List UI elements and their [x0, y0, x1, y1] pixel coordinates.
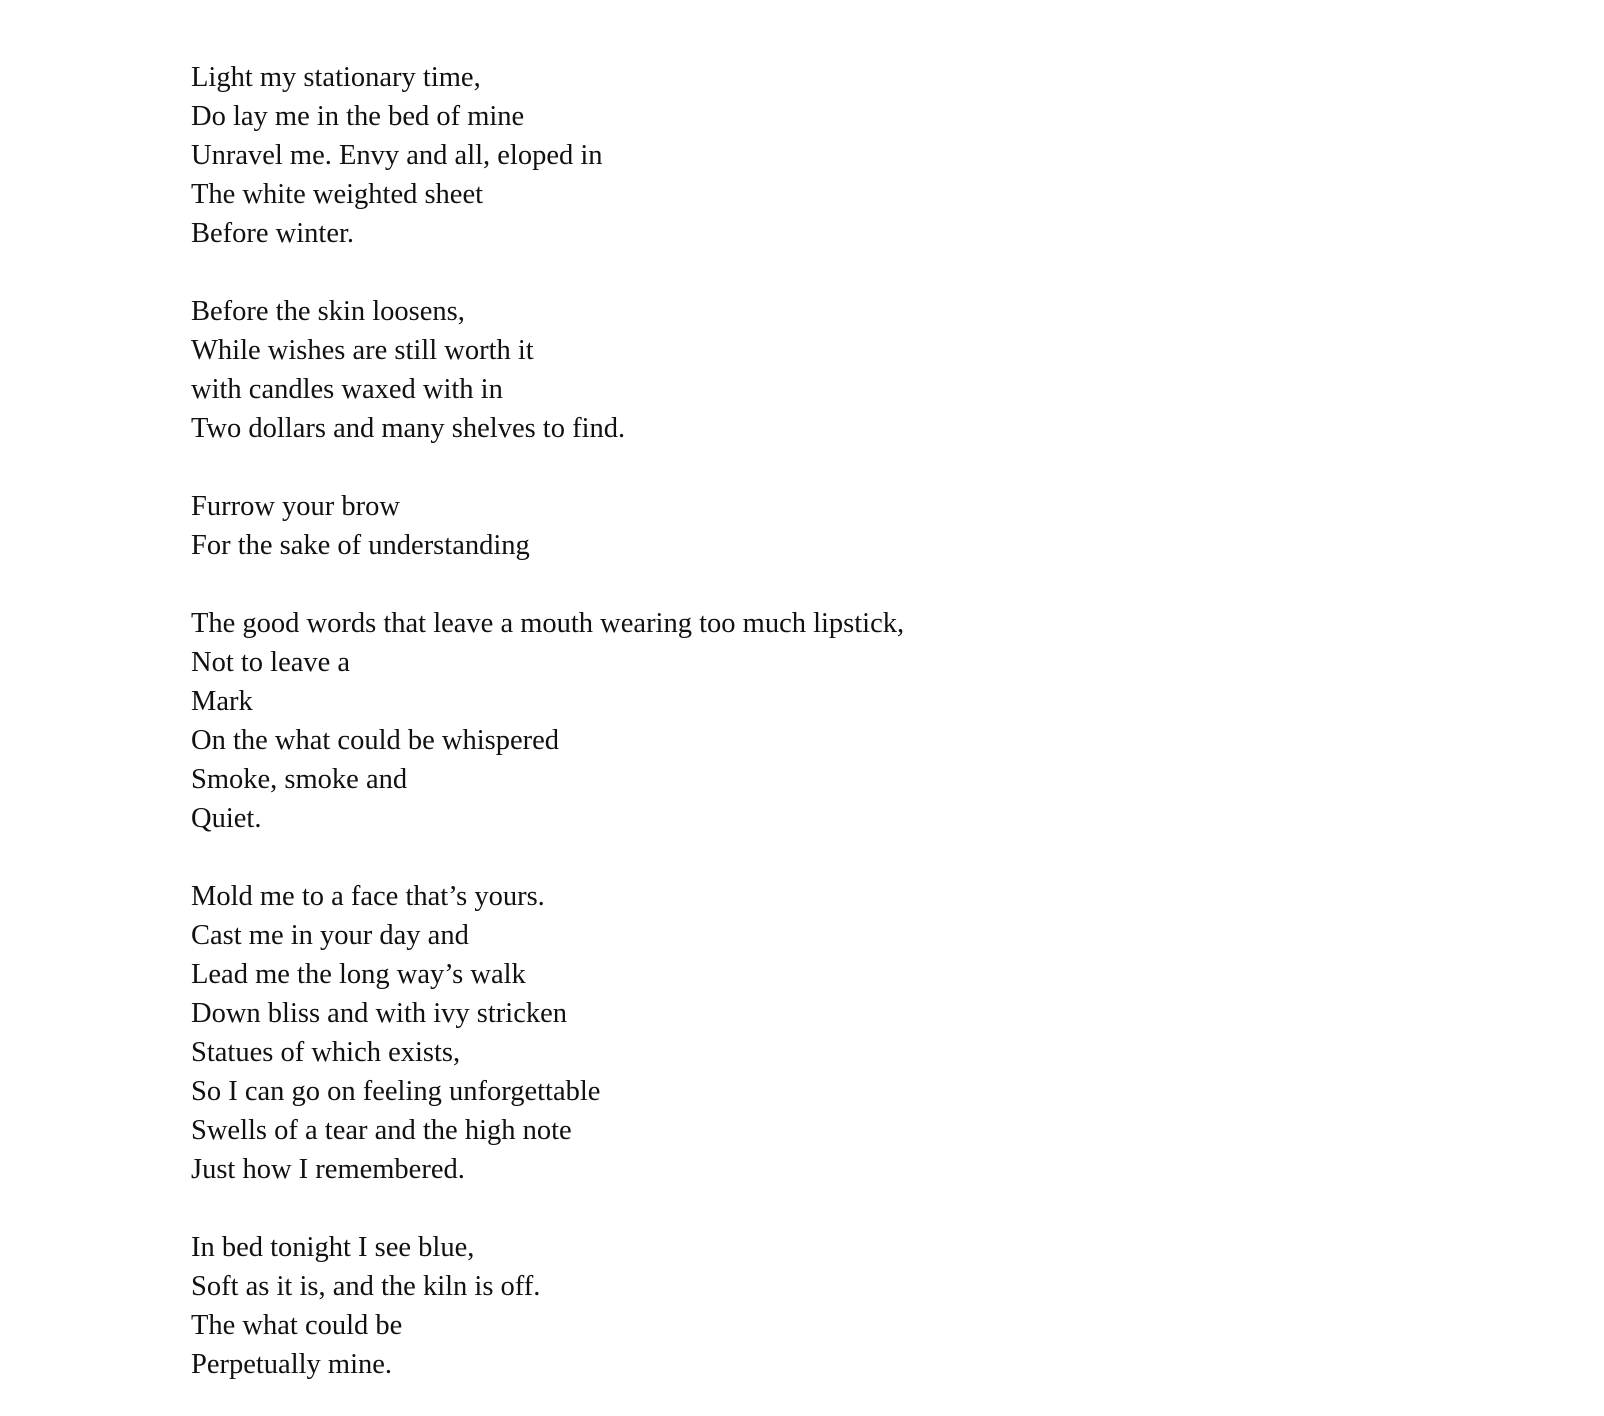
- poem-body: [191, 58, 904, 1384]
- stanza-1: [191, 58, 904, 253]
- poem-line: The white weighted sheet: [191, 179, 484, 210]
- poem-line: Lead me the long way’s walk: [191, 959, 526, 990]
- poem-line: The good words that leave a mouth wearing too much lipstick,: [191, 608, 905, 639]
- poem-line: Light my stationary time,: [191, 62, 481, 93]
- poem-line: So I can go on feeling unforgettable: [191, 1076, 601, 1107]
- stanza-3: [191, 487, 904, 565]
- poem-line: On the what could be whispered: [191, 725, 560, 756]
- poem-line: Soft as it is, and the kiln is off.: [191, 1271, 541, 1302]
- poem-line: Cast me in your day and: [191, 920, 469, 951]
- stanza-4: [191, 604, 904, 838]
- poem-line: Smoke, smoke and: [191, 764, 408, 795]
- poem-line: Quiet.: [191, 803, 262, 834]
- poem-line: with candles waxed with in: [191, 374, 503, 405]
- poem-line: Unravel me. Envy and all, eloped in: [191, 140, 603, 171]
- poem-line: Swells of a tear and the high note: [191, 1115, 572, 1146]
- poem-line: Statues of which exists,: [191, 1037, 461, 1068]
- poem-line: Mark: [191, 686, 253, 717]
- poem-line: Perpetually mine.: [191, 1349, 393, 1380]
- poem-line: Not to leave a: [191, 647, 351, 678]
- stanza-5: [191, 877, 904, 1189]
- poem-line: Before the skin loosens,: [191, 296, 465, 327]
- poem-line: Do lay me in the bed of mine: [191, 101, 525, 132]
- poem-line: Down bliss and with ivy stricken: [191, 998, 568, 1029]
- poem-line: In bed tonight I see blue,: [191, 1232, 475, 1263]
- stanza-2: [191, 292, 904, 448]
- poem-line: Mold me to a face that’s yours.: [191, 881, 545, 912]
- stanza-6: [191, 1228, 904, 1384]
- poem-line: Just how I remembered.: [191, 1154, 465, 1185]
- poem-line: Furrow your brow: [191, 491, 400, 522]
- poem-line: The what could be: [191, 1310, 403, 1341]
- poem-line: Two dollars and many shelves to find.: [191, 413, 626, 444]
- poem-line: While wishes are still worth it: [191, 335, 534, 366]
- poem-line: Before winter.: [191, 218, 355, 249]
- poem-line: For the sake of understanding: [191, 530, 530, 561]
